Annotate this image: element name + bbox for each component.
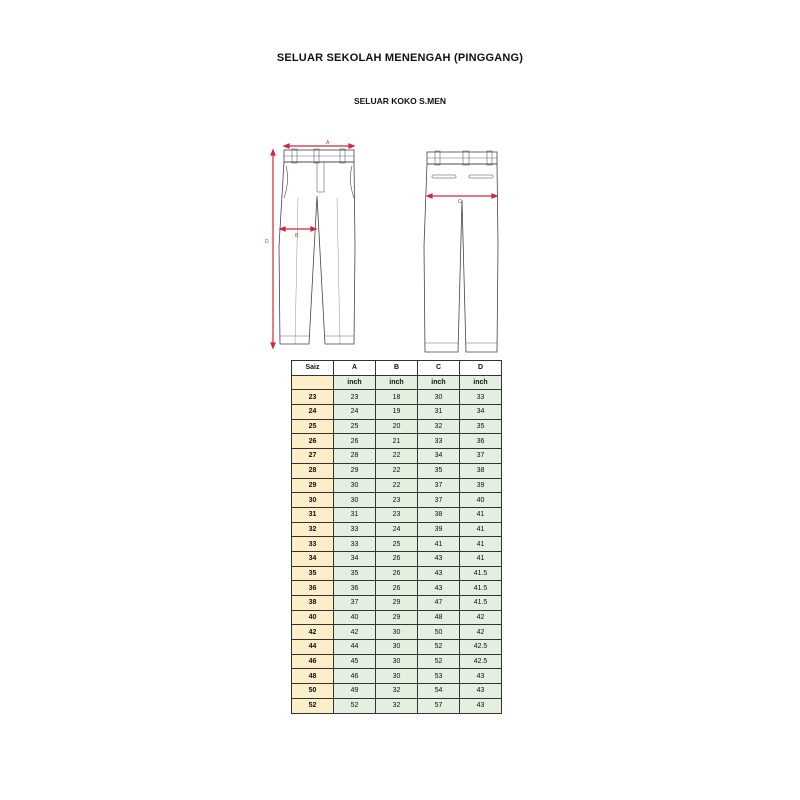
measurement-cell: 40 xyxy=(460,493,502,508)
table-row xyxy=(292,698,502,713)
measurement-cell: 43 xyxy=(460,669,502,684)
size-cell: 36 xyxy=(292,581,334,596)
size-cell: 27 xyxy=(292,449,334,464)
measurement-cell: 21 xyxy=(376,434,418,449)
trouser-diagram xyxy=(262,136,512,358)
measurement-cell: 41.5 xyxy=(460,566,502,581)
size-cell: 32 xyxy=(292,522,334,537)
measurement-cell: 57 xyxy=(418,698,460,713)
size-cell: 29 xyxy=(292,478,334,493)
measurement-cell: 30 xyxy=(376,640,418,655)
measurement-cell: 41 xyxy=(460,551,502,566)
size-cell: 38 xyxy=(292,596,334,611)
measurement-cell: 39 xyxy=(418,522,460,537)
measurement-cell: 35 xyxy=(460,419,502,434)
measurement-cell: 22 xyxy=(376,449,418,464)
measurement-cell: 54 xyxy=(418,684,460,699)
measurement-cell: 26 xyxy=(376,566,418,581)
size-cell: 26 xyxy=(292,434,334,449)
table-row xyxy=(292,669,502,684)
measurement-cell: 38 xyxy=(418,507,460,522)
label-a: A xyxy=(326,140,330,146)
unit-a: inch xyxy=(334,375,376,390)
measurement-cell: 30 xyxy=(418,390,460,405)
measurement-cell: 30 xyxy=(334,493,376,508)
measurement-cell: 45 xyxy=(334,654,376,669)
table-row xyxy=(292,551,502,566)
measurement-cell: 47 xyxy=(418,596,460,611)
measurement-cell: 40 xyxy=(334,610,376,625)
measurement-cell: 49 xyxy=(334,684,376,699)
size-cell: 46 xyxy=(292,654,334,669)
measurement-cell: 42 xyxy=(460,610,502,625)
measurement-cell: 26 xyxy=(334,434,376,449)
table-row xyxy=(292,610,502,625)
measurement-cell: 41 xyxy=(460,507,502,522)
size-cell: 40 xyxy=(292,610,334,625)
measurement-cell: 29 xyxy=(376,610,418,625)
measurement-cell: 31 xyxy=(418,405,460,420)
size-cell: 48 xyxy=(292,669,334,684)
measurement-cell: 36 xyxy=(460,434,502,449)
measurement-cell: 38 xyxy=(460,463,502,478)
header-b: B xyxy=(376,361,418,376)
measurement-cell: 19 xyxy=(376,405,418,420)
measurement-cell: 36 xyxy=(334,581,376,596)
measurement-cell: 41 xyxy=(460,537,502,552)
back-trouser-drawing xyxy=(424,151,498,352)
measurement-cell: 52 xyxy=(418,640,460,655)
measurement-cell: 48 xyxy=(418,610,460,625)
measurement-cell: 39 xyxy=(460,478,502,493)
measurement-cell: 32 xyxy=(376,698,418,713)
measurement-cell: 28 xyxy=(334,449,376,464)
measurement-cell: 53 xyxy=(418,669,460,684)
size-cell: 23 xyxy=(292,390,334,405)
front-trouser-drawing xyxy=(279,149,355,344)
measurement-cell: 26 xyxy=(376,581,418,596)
measurement-cell: 43 xyxy=(418,551,460,566)
table-row xyxy=(292,493,502,508)
measurement-cell: 25 xyxy=(376,537,418,552)
measurement-cell: 50 xyxy=(418,625,460,640)
measurement-cell: 34 xyxy=(418,449,460,464)
measurement-cell: 31 xyxy=(334,507,376,522)
measurement-cell: 35 xyxy=(334,566,376,581)
measurement-cell: 43 xyxy=(460,684,502,699)
size-cell: 35 xyxy=(292,566,334,581)
table-row xyxy=(292,449,502,464)
table-row xyxy=(292,405,502,420)
size-cell: 31 xyxy=(292,507,334,522)
measurement-cell: 30 xyxy=(334,478,376,493)
unit-c: inch xyxy=(418,375,460,390)
table-header-row xyxy=(292,361,502,376)
measurement-cell: 35 xyxy=(418,463,460,478)
measurement-cell: 32 xyxy=(376,684,418,699)
table-row xyxy=(292,390,502,405)
measurement-cell: 46 xyxy=(334,669,376,684)
size-cell: 28 xyxy=(292,463,334,478)
measurement-cell: 29 xyxy=(334,463,376,478)
table-row xyxy=(292,596,502,611)
measurement-cell: 34 xyxy=(334,551,376,566)
measurement-cell: 20 xyxy=(376,419,418,434)
table-row xyxy=(292,507,502,522)
measurement-cell: 30 xyxy=(376,625,418,640)
measurement-cell: 33 xyxy=(334,537,376,552)
size-cell: 44 xyxy=(292,640,334,655)
label-c: C xyxy=(458,199,462,205)
table-row xyxy=(292,537,502,552)
table-body xyxy=(292,375,502,713)
measurement-cell: 43 xyxy=(460,698,502,713)
measurement-cell: 41 xyxy=(418,537,460,552)
measurement-cell: 25 xyxy=(334,419,376,434)
measurement-cell: 52 xyxy=(334,698,376,713)
measurement-cell: 30 xyxy=(376,654,418,669)
table-row xyxy=(292,522,502,537)
measurement-cell: 43 xyxy=(418,566,460,581)
table-row xyxy=(292,581,502,596)
unit-b: inch xyxy=(376,375,418,390)
table-row xyxy=(292,463,502,478)
measurement-cell: 42 xyxy=(460,625,502,640)
measurement-cell: 18 xyxy=(376,390,418,405)
size-cell: 30 xyxy=(292,493,334,508)
measurement-cell: 41.5 xyxy=(460,581,502,596)
size-cell: 50 xyxy=(292,684,334,699)
measurement-cell: 24 xyxy=(334,405,376,420)
page-title: SELUAR SEKOLAH MENENGAH (PINGGANG) xyxy=(276,52,524,64)
size-cell: 52 xyxy=(292,698,334,713)
table-row xyxy=(292,419,502,434)
table-row xyxy=(292,434,502,449)
label-b: B xyxy=(295,233,299,239)
measurement-cell: 37 xyxy=(418,478,460,493)
measurement-cell: 37 xyxy=(334,596,376,611)
table-row xyxy=(292,640,502,655)
unit-row xyxy=(292,375,502,390)
size-cell: 33 xyxy=(292,537,334,552)
measurement-cell: 37 xyxy=(418,493,460,508)
measurement-cell: 26 xyxy=(376,551,418,566)
measurement-cell: 43 xyxy=(418,581,460,596)
header-a: A xyxy=(334,361,376,376)
header-saiz: Saiz xyxy=(292,361,334,376)
page-subtitle: SELUAR KOKO S.MEN xyxy=(353,96,447,106)
measurement-cell: 22 xyxy=(376,478,418,493)
table-row xyxy=(292,654,502,669)
unit-d: inch xyxy=(460,375,502,390)
size-cell: 42 xyxy=(292,625,334,640)
measurement-cell: 32 xyxy=(418,419,460,434)
label-d: D xyxy=(265,239,269,245)
measurement-cell: 33 xyxy=(418,434,460,449)
header-d: D xyxy=(460,361,502,376)
measurement-cell: 37 xyxy=(460,449,502,464)
size-cell: 25 xyxy=(292,419,334,434)
measurement-cell: 22 xyxy=(376,463,418,478)
measurement-cell: 23 xyxy=(376,493,418,508)
table-row xyxy=(292,566,502,581)
size-cell: 24 xyxy=(292,405,334,420)
header-c: C xyxy=(418,361,460,376)
measurement-cell: 44 xyxy=(334,640,376,655)
measurement-cell: 33 xyxy=(334,522,376,537)
measurement-cell: 33 xyxy=(460,390,502,405)
size-chart-table xyxy=(291,360,502,714)
measurement-cell: 41 xyxy=(460,522,502,537)
unit-saiz xyxy=(292,375,334,390)
size-cell: 34 xyxy=(292,551,334,566)
table-row xyxy=(292,625,502,640)
measurement-cell: 34 xyxy=(460,405,502,420)
measurement-cell: 23 xyxy=(334,390,376,405)
measurement-cell: 24 xyxy=(376,522,418,537)
table-row xyxy=(292,478,502,493)
measurement-cell: 29 xyxy=(376,596,418,611)
measurement-cell: 42 xyxy=(334,625,376,640)
measurement-cell: 30 xyxy=(376,669,418,684)
table-row xyxy=(292,684,502,699)
measurement-cell: 23 xyxy=(376,507,418,522)
measurement-cell: 42.5 xyxy=(460,654,502,669)
measurement-cell: 42.5 xyxy=(460,640,502,655)
measurement-cell: 41.5 xyxy=(460,596,502,611)
measurement-cell: 52 xyxy=(418,654,460,669)
